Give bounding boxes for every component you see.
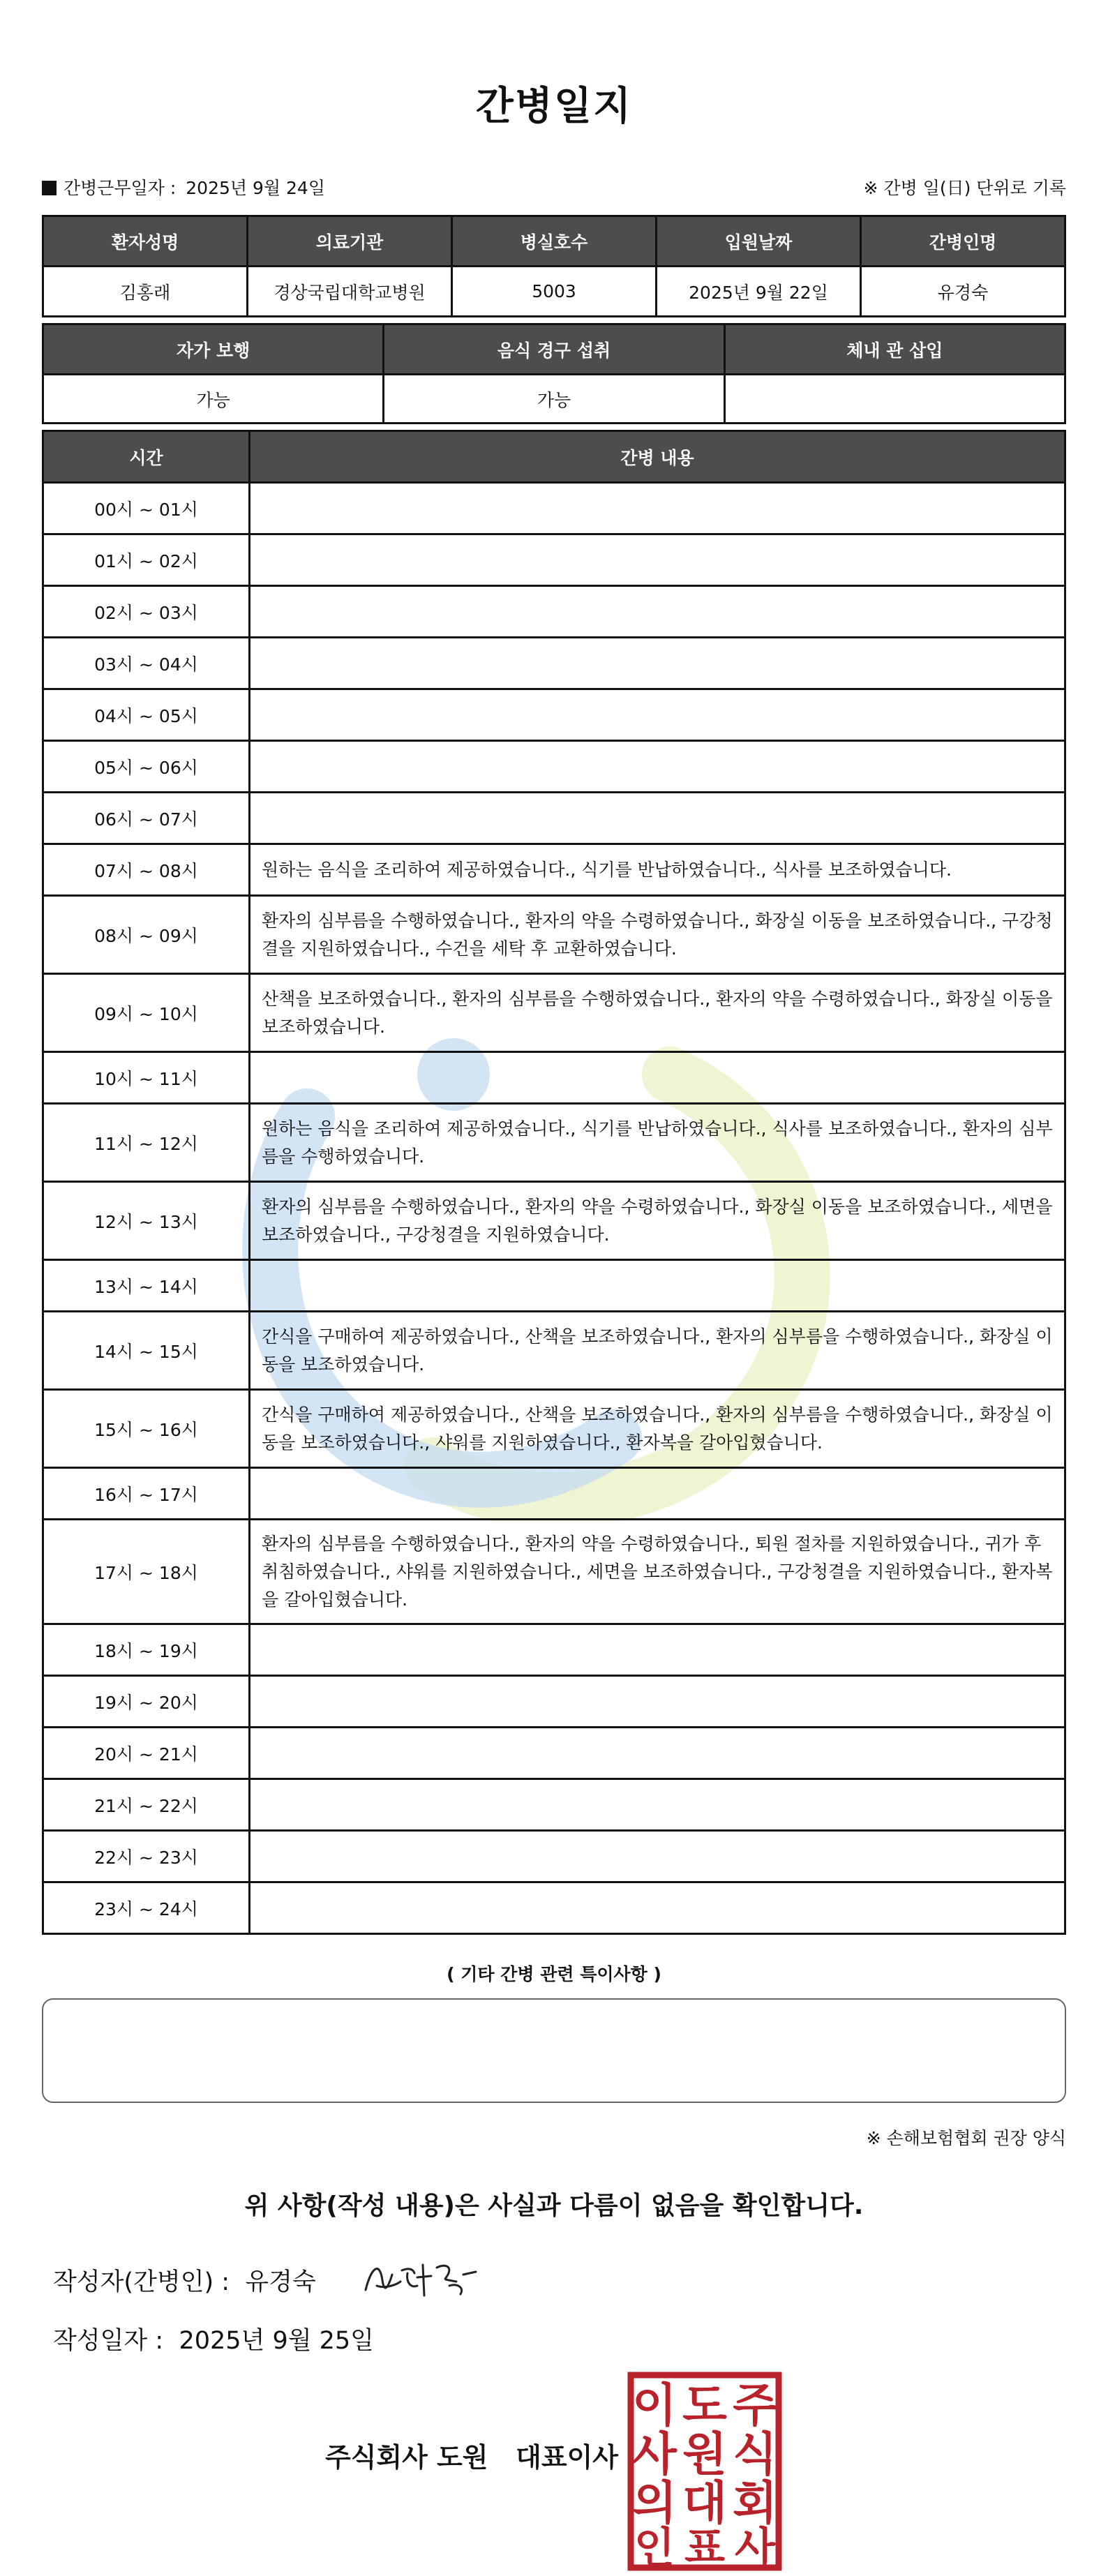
seal-glyph: 원 bbox=[682, 2427, 727, 2481]
company-name: 주식회사 도원 대표이사 bbox=[325, 2442, 618, 2473]
log-time: 13시 ~ 14시 bbox=[43, 1260, 250, 1312]
confirmation-statement: 위 사항(작성 내용)은 사실과 다름이 없음을 확인합니다. bbox=[244, 2192, 864, 2220]
seal-glyph: 인 bbox=[634, 2524, 675, 2572]
writer-label: 작성자(간병인) : bbox=[53, 2268, 230, 2296]
log-row bbox=[43, 793, 1065, 844]
log-content bbox=[250, 1831, 1065, 1882]
recommend-note: ※ 손해보험협회 권장 양식 bbox=[866, 2128, 1066, 2148]
work-date bbox=[42, 174, 325, 200]
log-content bbox=[250, 741, 1065, 793]
seal-glyph: 식 bbox=[733, 2427, 777, 2481]
log-time: 18시 ~ 19시 bbox=[43, 1624, 250, 1676]
log-time: 23시 ~ 24시 bbox=[43, 1882, 250, 1934]
caregiver-name: 유경숙 bbox=[861, 267, 1065, 317]
log-row bbox=[43, 1468, 1065, 1520]
log-content bbox=[250, 1624, 1065, 1676]
log-time: 08시 ~ 09시 bbox=[43, 896, 250, 974]
care-log-table bbox=[42, 430, 1066, 1935]
written-date-value: 2025년 9월 25일 bbox=[179, 2327, 374, 2355]
self-walking-value: 가능 bbox=[43, 375, 384, 424]
meta-row bbox=[42, 174, 1066, 202]
notes-title: ( 기타 간병 관련 특이사항 ) bbox=[447, 1964, 661, 1984]
company-seal-stamp bbox=[627, 2371, 783, 2572]
log-row bbox=[43, 534, 1065, 586]
log-content bbox=[250, 586, 1065, 638]
log-row bbox=[43, 1728, 1065, 1779]
header-caregiver: 간병인명 bbox=[861, 216, 1065, 267]
patient-name: 김홍래 bbox=[43, 267, 248, 317]
log-row bbox=[43, 1779, 1065, 1831]
log-time: 21시 ~ 22시 bbox=[43, 1779, 250, 1831]
log-time: 01시 ~ 02시 bbox=[43, 534, 250, 586]
log-time: 11시 ~ 12시 bbox=[43, 1104, 250, 1182]
log-time: 06시 ~ 07시 bbox=[43, 793, 250, 844]
unit-note: ※ 간병 일(日) 단위로 기록 bbox=[863, 178, 1066, 198]
seal-glyph: 도 bbox=[682, 2379, 727, 2432]
log-content bbox=[250, 1260, 1065, 1312]
log-content: 원하는 음식을 조리하여 제공하였습니다., 식기를 반납하였습니다., 식사를 보조하였습니다., 환자의 심부름을 수행하였습니다. bbox=[250, 1104, 1065, 1182]
patient-status-table bbox=[42, 323, 1066, 424]
log-row bbox=[43, 741, 1065, 793]
log-time: 00시 ~ 01시 bbox=[43, 483, 250, 534]
seal-glyph: 의 bbox=[632, 2476, 677, 2530]
log-row bbox=[43, 1520, 1065, 1624]
header-self-walking: 자가 보행 bbox=[43, 324, 384, 375]
log-content bbox=[250, 1676, 1065, 1728]
log-time: 20시 ~ 21시 bbox=[43, 1728, 250, 1779]
notes-box bbox=[42, 1998, 1066, 2103]
log-content bbox=[250, 793, 1065, 844]
log-row bbox=[43, 1182, 1065, 1260]
log-row bbox=[43, 586, 1065, 638]
log-content: 환자의 심부름을 수행하였습니다., 환자의 약을 수령하였습니다., 화장실 이동을 보조하였습니다., 세면을 보조하였습니다., 구강청결을 지원하였습니다. bbox=[250, 1182, 1065, 1260]
header-time: 시간 bbox=[43, 431, 250, 483]
log-row bbox=[43, 1882, 1065, 1934]
log-time: 10시 ~ 11시 bbox=[43, 1052, 250, 1104]
log-content bbox=[250, 534, 1065, 586]
log-row bbox=[43, 896, 1065, 974]
written-date-label: 작성일자 : bbox=[53, 2327, 164, 2355]
log-row bbox=[43, 1052, 1065, 1104]
log-row bbox=[43, 689, 1065, 741]
log-row bbox=[43, 1676, 1065, 1728]
log-content: 원하는 음식을 조리하여 제공하였습니다., 식기를 반납하였습니다., 식사를 보조하였습니다. bbox=[250, 844, 1065, 896]
log-time: 03시 ~ 04시 bbox=[43, 638, 250, 689]
log-time: 15시 ~ 16시 bbox=[43, 1390, 250, 1468]
log-content: 산책을 보조하였습니다., 환자의 심부름을 수행하였습니다., 환자의 약을 수령하였습니다., 화장실 이동을 보조하였습니다. bbox=[250, 974, 1065, 1052]
header-admission-date: 입원날짜 bbox=[657, 216, 861, 267]
log-row bbox=[43, 638, 1065, 689]
log-time: 12시 ~ 13시 bbox=[43, 1182, 250, 1260]
seal-glyph: 주 bbox=[733, 2379, 777, 2432]
oral-intake-value: 가능 bbox=[384, 375, 724, 424]
log-content: 환자의 심부름을 수행하였습니다., 환자의 약을 수령하였습니다., 화장실 이동을 보조하였습니다., 구강청결을 지원하였습니다., 수건을 세탁 후 교환하였습니다. bbox=[250, 896, 1065, 974]
seal-glyph: 대 bbox=[682, 2476, 727, 2530]
log-time: 16시 ~ 17시 bbox=[43, 1468, 250, 1520]
header-patient-name: 환자성명 bbox=[43, 216, 248, 267]
writer-line bbox=[53, 2263, 316, 2298]
log-row bbox=[43, 1312, 1065, 1390]
log-content bbox=[250, 689, 1065, 741]
admission-date: 2025년 9월 22일 bbox=[657, 267, 861, 317]
log-time: 02시 ~ 03시 bbox=[43, 586, 250, 638]
log-row bbox=[43, 1104, 1065, 1182]
log-row bbox=[43, 1260, 1065, 1312]
log-content bbox=[250, 1882, 1065, 1934]
log-time: 04시 ~ 05시 bbox=[43, 689, 250, 741]
log-content bbox=[250, 1728, 1065, 1779]
log-content: 간식을 구매하여 제공하였습니다., 산책을 보조하였습니다., 환자의 심부름을 수행하였습니다., 화장실 이동을 보조하였습니다. bbox=[250, 1312, 1065, 1390]
log-time: 14시 ~ 15시 bbox=[43, 1312, 250, 1390]
log-content bbox=[250, 638, 1065, 689]
log-time: 17시 ~ 18시 bbox=[43, 1520, 250, 1624]
log-row bbox=[43, 844, 1065, 896]
seal-glyph: 표 bbox=[684, 2524, 725, 2572]
header-hospital: 의료기관 bbox=[248, 216, 452, 267]
log-row bbox=[43, 1390, 1065, 1468]
log-row bbox=[43, 1624, 1065, 1676]
patient-info-table bbox=[42, 215, 1066, 317]
seal-glyph: 사 bbox=[735, 2524, 775, 2572]
room-number: 5003 bbox=[452, 267, 657, 317]
log-content: 간식을 구매하여 제공하였습니다., 산책을 보조하였습니다., 환자의 심부름을 수행하였습니다., 화장실 이동을 보조하였습니다., 샤워를 지원하였습니다., 환자복을 갈아입혔습니다. bbox=[250, 1390, 1065, 1468]
signature-image bbox=[359, 2247, 484, 2309]
page-title: 간병일지 bbox=[475, 84, 633, 129]
header-room: 병실호수 bbox=[452, 216, 657, 267]
work-date-label: 간병근무일자 : bbox=[63, 178, 177, 198]
seal-glyph: 회 bbox=[733, 2476, 777, 2530]
log-time: 09시 ~ 10시 bbox=[43, 974, 250, 1052]
log-content bbox=[250, 1779, 1065, 1831]
written-date-line bbox=[53, 2321, 374, 2356]
log-row bbox=[43, 1831, 1065, 1882]
tube-insertion-value bbox=[724, 375, 1065, 424]
header-tube-insertion: 체내 관 삽입 bbox=[724, 324, 1065, 375]
header-oral-intake: 음식 경구 섭취 bbox=[384, 324, 724, 375]
header-care-content: 간병 내용 bbox=[250, 431, 1065, 483]
square-bullet-icon bbox=[42, 181, 57, 195]
log-content bbox=[250, 483, 1065, 534]
log-time: 22시 ~ 23시 bbox=[43, 1831, 250, 1882]
log-time: 07시 ~ 08시 bbox=[43, 844, 250, 896]
log-row bbox=[43, 483, 1065, 534]
log-content bbox=[250, 1052, 1065, 1104]
hospital-name: 경상국립대학교병원 bbox=[248, 267, 452, 317]
log-row bbox=[43, 974, 1065, 1052]
log-content bbox=[250, 1468, 1065, 1520]
log-time: 19시 ~ 20시 bbox=[43, 1676, 250, 1728]
work-date-value: 2025년 9월 24일 bbox=[186, 178, 325, 198]
seal-glyph: 사 bbox=[632, 2427, 677, 2481]
log-content: 환자의 심부름을 수행하였습니다., 환자의 약을 수령하였습니다., 퇴원 절차를 지원하였습니다., 귀가 후 취침하였습니다., 샤워를 지원하였습니다., 세면을 보조하였습니다., 구강청결을 지원하였습니다., 환자복을 갈아입혔습니다. bbox=[250, 1520, 1065, 1624]
log-time: 05시 ~ 06시 bbox=[43, 741, 250, 793]
writer-name: 유경숙 bbox=[245, 2268, 316, 2296]
seal-glyph: 이 bbox=[632, 2379, 677, 2432]
